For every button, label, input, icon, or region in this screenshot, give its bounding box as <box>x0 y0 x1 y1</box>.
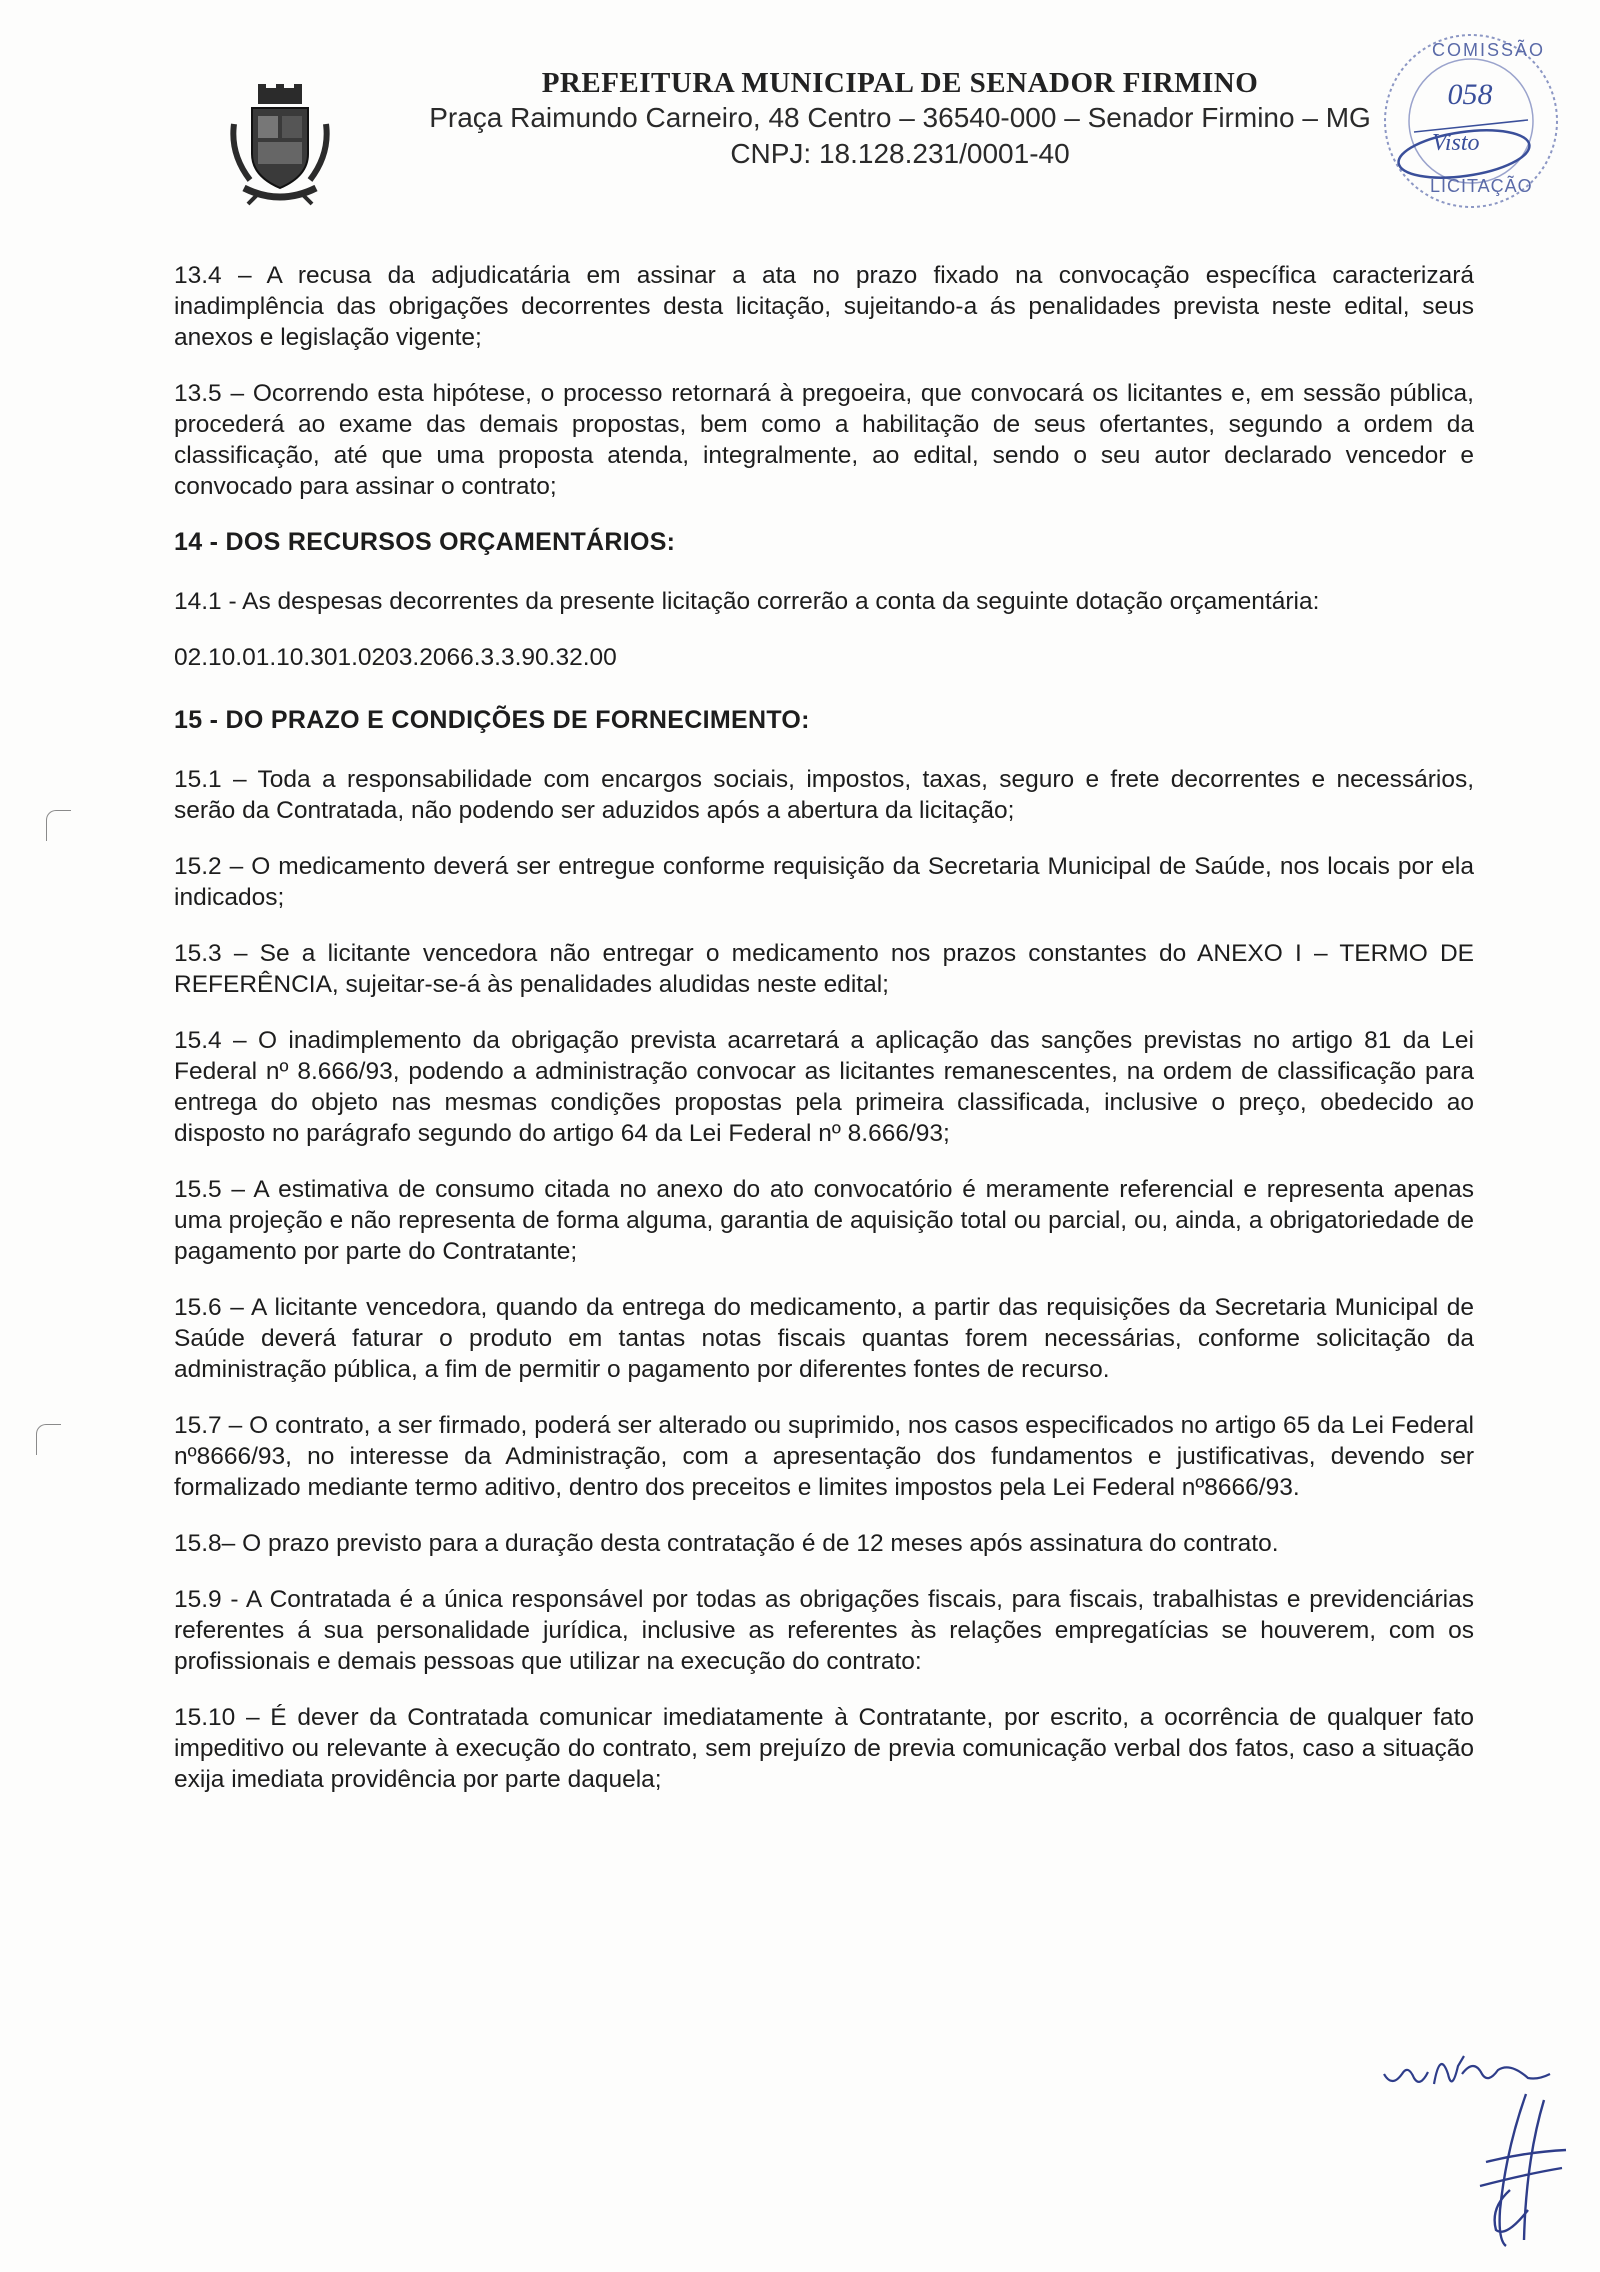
signature-icon <box>1466 2090 1576 2250</box>
stamp-top-text: COMISSÃO <box>1432 40 1546 60</box>
margin-mark <box>46 810 71 841</box>
municipal-crest-icon <box>228 84 332 206</box>
stamp-page-number: 058 <box>1447 78 1493 111</box>
budget-allocation-code: 02.10.01.10.301.0203.2066.3.3.90.32.00 <box>174 644 617 671</box>
letterhead-cnpj: CNPJ: 18.128.231/0001-40 <box>730 138 1070 169</box>
clause-13-5: 13.5 – Ocorrendo esta hipótese, o processo retornará à pregoeira, que convocará os licitantes e, em sessão pública, procederá ao exame das demais propostas, bem como a habilitação de seus ofertantes, segundo a ordem da classificação, até que uma proposta atenda, integralmente, ao edital, sendo o seu autor declarado vencedor e convocado para assinar o contrato; <box>174 380 1474 500</box>
letterhead <box>400 66 1400 172</box>
clause-15-5: 15.5 – A estimativa de consumo citada no anexo do ato convocatório é meramente referencial e representa apenas uma projeção e não representa de forma alguma, garantia de aquisição total ou parcial, ou, ainda, a obrigatoriedade de pagamento por parte do Contratante; <box>174 1176 1474 1265</box>
letterhead-title: PREFEITURA MUNICIPAL DE SENADOR FIRMINO <box>541 67 1259 99</box>
clause-14-1: 14.1 - As despesas decorrentes da presente licitação correrão a conta da seguinte dotação orçamentária: <box>174 588 1320 615</box>
clause-15-6: 15.6 – A licitante vencedora, quando da entrega do medicamento, a partir das requisições da Secretaria Municipal de Saúde deverá faturar o produto em tantas notas fiscais quantas forem necessárias, conforme solicitação da administração pública, a fim de permitir o pagamento por diferentes fontes de recurso. <box>174 1294 1474 1383</box>
margin-mark <box>36 1424 61 1455</box>
section-heading-14: 14 - DOS RECURSOS ORÇAMENTÁRIOS: <box>174 528 676 556</box>
clause-15-4: 15.4 – O inadimplemento da obrigação prevista acarretará a aplicação das sanções previstas no artigo 81 da Lei Federal nº 8.666/93, podendo a administração convocar as licitantes remanescentes, na ordem de classificação para entrega do objeto nas mesmas condições propostas pela primeira classificada, inclusive o preço, obedecido ao disposto no parágrafo segundo do artigo 64 da Lei Federal nº 8.666/93; <box>174 1027 1474 1147</box>
section-heading-15: 15 - DO PRAZO E CONDIÇÕES DE FORNECIMENTO: <box>174 706 810 734</box>
clause-15-1: 15.1 – Toda a responsabilidade com encargos sociais, impostos, taxas, seguro e frete decorrentes e necessários, serão da Contratada, não podendo ser aduzidos após a abertura da licitação; <box>174 766 1474 824</box>
clause-15-2: 15.2 – O medicamento deverá ser entregue conforme requisição da Secretaria Municipal de Saúde, nos locais por ela indicados; <box>174 853 1474 911</box>
stamp-visto: Visto <box>1432 130 1480 156</box>
document-body <box>174 260 1474 1820</box>
letterhead-address: Praça Raimundo Carneiro, 48 Centro – 36540-000 – Senador Firmino – MG <box>429 102 1371 133</box>
clause-15-7: 15.7 – O contrato, a ser firmado, poderá ser alterado ou suprimido, nos casos especificados no artigo 65 da Lei Federal nº8666/93, no interesse da Administração, com a apresentação dos fundamentos e justificativas, devendo ser formalizado mediante termo aditivo, dentro dos preceitos e limites impostos pela Lei Federal nº8666/93. <box>174 1412 1474 1501</box>
clause-15-3: 15.3 – Se a licitante vencedora não entregar o medicamento nos prazos constantes do ANEXO I – TERMO DE REFERÊNCIA, sujeitar-se-á às penalidades aludidas neste edital; <box>174 940 1474 998</box>
clause-15-10: 15.10 – É dever da Contratada comunicar imediatamente à Contratante, por escrito, a ocorrência de qualquer fato impeditivo ou relevante à execução do contrato, sem prejuízo de previa comunicação verbal dos fatos, caso a situação exija imediata providência por parte daquela; <box>174 1704 1474 1793</box>
clause-13-4: 13.4 – A recusa da adjudicatária em assinar a ata no prazo fixado na convocação específica caracterizará inadimplência das obrigações decorrentes desta licitação, sujeitando-a ás penalidades prevista neste edital, seus anexos e legislação vigente; <box>174 262 1474 351</box>
stamp-bottom-text: LICITAÇÃO <box>1430 176 1533 196</box>
clause-15-8: 15.8– O prazo previsto para a duração desta contratação é de 12 meses após assinatura do contrato. <box>174 1530 1279 1557</box>
clause-15-9: 15.9 - A Contratada é a única responsável por todas as obrigações fiscais, para fiscais, trabalhistas e previdenciárias referentes á sua personalidade jurídica, inclusive as referentes às relações empregatícias se houverem, com os profissionais e demais pessoas que utilizar na execução do contrato: <box>174 1586 1474 1675</box>
